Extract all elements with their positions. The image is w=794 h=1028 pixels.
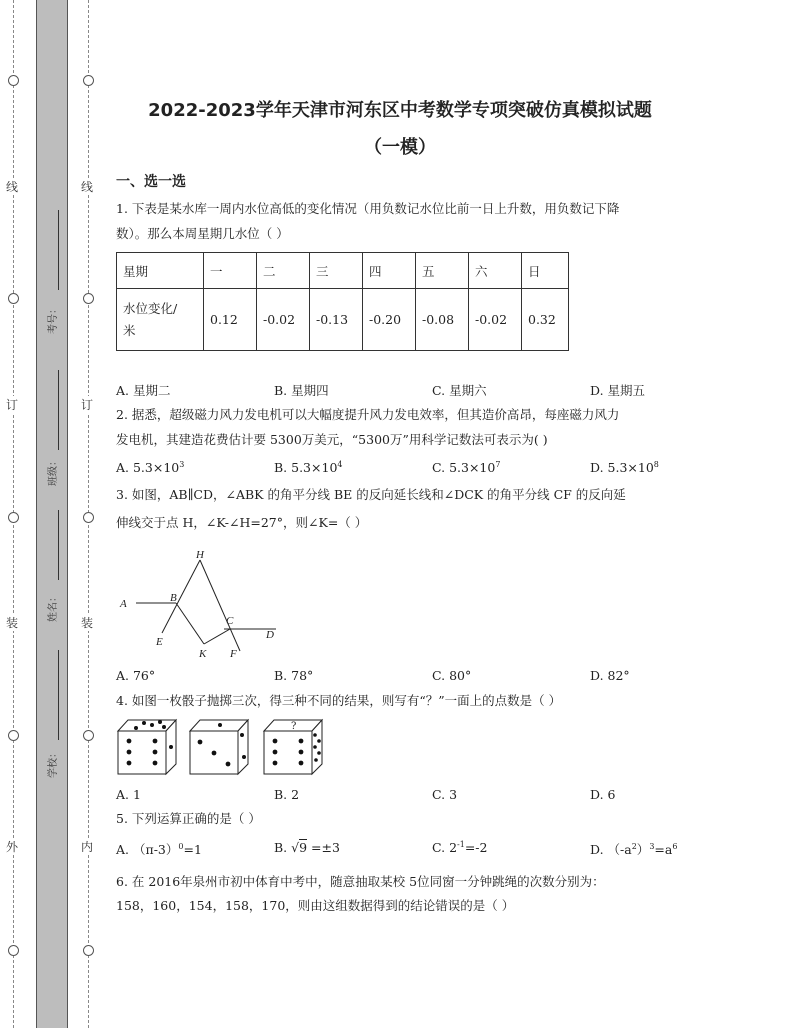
label-c: C — [226, 615, 234, 627]
water-level-table — [116, 252, 569, 351]
q2-option-a[interactable]: A. $5.3\times 10^3$ — [116, 460, 185, 476]
pip — [134, 726, 138, 730]
line-bk — [176, 603, 204, 644]
binding-hole — [8, 945, 19, 956]
pip — [314, 758, 318, 762]
q2-option-b[interactable]: B. $5.3\times 10^4$ — [274, 460, 343, 476]
q1-option-d[interactable]: D. 星期五 — [590, 383, 646, 398]
q2-option-d[interactable]: D. $5.3\times 10^8$ — [590, 460, 659, 476]
binding-hole — [8, 75, 19, 86]
pip — [242, 755, 246, 759]
sqrt-icon: √ — [291, 840, 300, 855]
question-3-line-1: 3. 如图，AB∥CD，∠ABK 的角平分线 BE 的反向延长线和∠DCK 的角平分线 CF 的反向延 — [116, 487, 626, 502]
q4-option-c[interactable]: C. 3 — [432, 787, 458, 802]
gutter-char: 装 — [6, 616, 19, 630]
gutter-char: 线 — [6, 180, 19, 194]
name-label: 姓名： — [48, 592, 59, 622]
binding-hole — [83, 512, 94, 523]
table-header-cell: 五 — [416, 253, 469, 289]
pip — [299, 739, 304, 744]
pip — [153, 739, 158, 744]
q4-option-a[interactable]: A. 1 — [116, 787, 141, 802]
table-header-cell: 星期 — [117, 253, 204, 289]
gutter-char: 线 — [81, 180, 94, 194]
exam-number-line — [58, 210, 59, 290]
name-line — [58, 510, 59, 580]
pip — [273, 761, 278, 766]
binding-hole — [8, 293, 19, 304]
table-cell: -0.13 — [310, 289, 363, 351]
pip — [317, 751, 321, 755]
gutter-char: 装 — [81, 616, 94, 630]
pip — [158, 720, 162, 724]
table-cell: 0.32 — [522, 289, 569, 351]
pip — [317, 739, 321, 743]
line-be — [162, 560, 200, 633]
q3-option-b[interactable]: B. 78° — [274, 668, 314, 683]
pip — [127, 739, 132, 744]
question-5-line-1: 5. 下列运算正确的是（ ） — [116, 811, 261, 826]
q4-option-d[interactable]: D. 6 — [590, 787, 616, 802]
pip — [273, 750, 278, 755]
binding-hole — [83, 730, 94, 741]
exam-number-label: 考号： — [48, 304, 59, 334]
pip — [169, 745, 173, 749]
binding-strip — [36, 0, 68, 1028]
table-cell: -0.02 — [257, 289, 310, 351]
section-heading: 一、选一选 — [116, 174, 186, 190]
line-hf — [200, 560, 240, 651]
question-2-line-1: 2. 据悉，超级磁力风力发电机可以大幅度提升风力发电效率，但其造价高昂，每座磁力风力 — [116, 407, 620, 422]
q5-option-b[interactable]: B. √9 =±3 — [274, 840, 340, 855]
label-b: B — [170, 592, 177, 604]
page-title: 2022-2023学年天津市河东区中考数学专项突破仿真模拟试题 — [148, 100, 652, 121]
q3-option-d[interactable]: D. 82° — [590, 668, 630, 683]
line-kc — [204, 629, 230, 644]
q3-option-a[interactable]: A. 76° — [116, 668, 156, 683]
table-row-label: 水位变化/ 米 — [117, 289, 204, 351]
pip — [127, 750, 132, 755]
pip — [299, 750, 304, 755]
q1-option-b[interactable]: B. 星期四 — [274, 383, 329, 398]
school-label: 学校： — [48, 748, 59, 778]
q5-option-d[interactable]: D. $(-a^2)^3=a^6$ — [590, 841, 678, 857]
binding-hole — [83, 945, 94, 956]
geometry-figure — [116, 546, 286, 661]
table-header-cell: 二 — [257, 253, 310, 289]
pip — [142, 721, 146, 725]
label-h: H — [196, 549, 204, 561]
q5-option-a[interactable]: A. $(\pi-3)^0=1$ — [116, 841, 202, 857]
gutter-char: 内 — [81, 840, 94, 854]
die-1-front — [118, 731, 166, 774]
pip — [127, 761, 132, 766]
pip — [299, 761, 304, 766]
pip — [212, 751, 217, 756]
question-mark: ? — [291, 721, 297, 732]
pip — [162, 725, 166, 729]
table-cell: -0.08 — [416, 289, 469, 351]
table-header-cell: 四 — [363, 253, 416, 289]
label-k: K — [199, 648, 207, 660]
pip — [313, 745, 317, 749]
question-4-line-1: 4. 如图一枚骰子抛掷三次，得三种不同的结果，则写有“？”一面上的点数是（ ） — [116, 693, 562, 708]
table-cell: -0.20 — [363, 289, 416, 351]
q5-option-c[interactable]: C. $2^{-1}=-2$ — [432, 840, 488, 856]
class-label: 班级： — [48, 456, 59, 486]
label-d: D — [266, 629, 274, 641]
die-3-front — [264, 731, 312, 774]
binding-hole — [8, 512, 19, 523]
gutter-char: 订 — [6, 398, 19, 412]
table-header-cell: 日 — [522, 253, 569, 289]
question-1-line-1: 1. 下表是某水库一周内水位高低的变化情况（用负数记水位比前一日上升数，用负数记下降 — [116, 201, 620, 216]
binding-hole — [8, 730, 19, 741]
binding-hole — [83, 75, 94, 86]
pip — [226, 762, 231, 767]
table-header-cell: 一 — [204, 253, 257, 289]
q2-option-c[interactable]: C. $5.3\times 10^7$ — [432, 460, 501, 476]
pip — [313, 733, 317, 737]
pip — [218, 723, 222, 727]
question-6-line-2: 158，160，154，158，170，则由这组数据得到的结论错误的是（ ） — [116, 898, 515, 913]
q3-option-c[interactable]: C. 80° — [432, 668, 472, 683]
page-subtitle: （一模） — [364, 137, 436, 158]
label-e: E — [156, 636, 163, 648]
pip — [153, 761, 158, 766]
question-6-line-1: 6. 在 2016年泉州市初中体育中考中，随意抽取某校 5位同窗一分钟跳绳的次数分别为： — [116, 874, 605, 889]
pip — [150, 723, 154, 727]
pip — [198, 740, 203, 745]
table-header-cell: 三 — [310, 253, 363, 289]
q1-option-a[interactable]: A. 星期二 — [116, 383, 171, 398]
question-2-line-2: 发电机，其建造花费估计要 5300万美元，“5300万”用科学记数法可表示为( ) — [116, 432, 548, 447]
pip — [153, 750, 158, 755]
class-line — [58, 370, 59, 450]
q1-option-c[interactable]: C. 星期六 — [432, 383, 487, 398]
question-3-line-2: 伸线交于点 H，∠K-∠H=27°，则∠K=（ ） — [116, 515, 368, 530]
pip — [273, 739, 278, 744]
binding-hole — [83, 293, 94, 304]
table-cell: -0.02 — [469, 289, 522, 351]
question-1-line-2: 数）。那么本周星期几水位（ ） — [116, 226, 289, 241]
gutter-char: 外 — [6, 840, 19, 854]
label-f: F — [230, 648, 237, 660]
school-line — [58, 650, 59, 740]
table-cell: 0.12 — [204, 289, 257, 351]
gutter-char: 订 — [81, 398, 94, 412]
pip — [240, 733, 244, 737]
dice-figure — [116, 717, 331, 777]
q4-option-b[interactable]: B. 2 — [274, 787, 300, 802]
table-header-cell: 六 — [469, 253, 522, 289]
label-a: A — [120, 598, 127, 610]
